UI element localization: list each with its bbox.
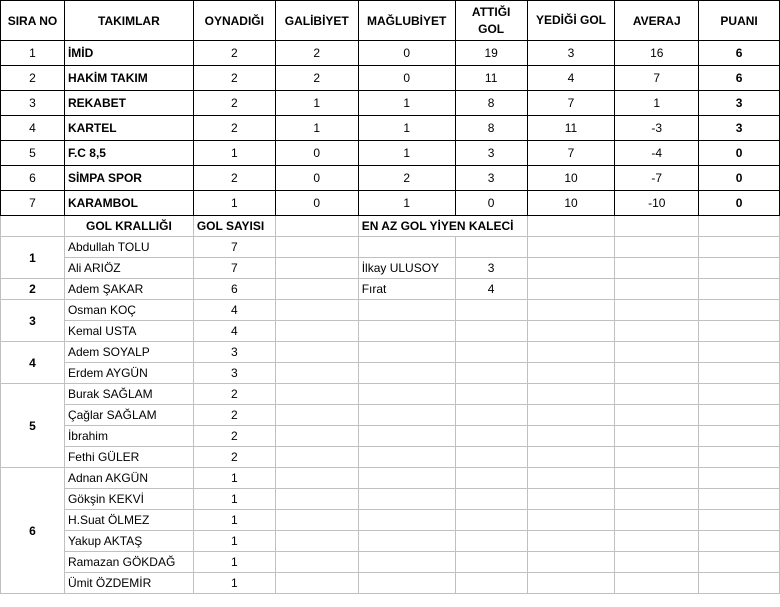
standings-cell[interactable]: 1 (193, 141, 275, 166)
goalkeeper-name-cell[interactable]: Fırat (358, 279, 455, 300)
empty-cell[interactable] (615, 237, 699, 258)
empty-cell[interactable] (455, 510, 527, 531)
standings-cell[interactable]: 8 (455, 91, 527, 116)
empty-cell[interactable] (699, 237, 780, 258)
empty-cell[interactable] (615, 531, 699, 552)
empty-cell[interactable] (699, 573, 780, 594)
standings-cell[interactable]: -7 (615, 166, 699, 191)
standings-cell[interactable]: 7 (615, 66, 699, 91)
empty-cell[interactable] (527, 468, 615, 489)
scorer-goals-cell[interactable]: 4 (193, 321, 275, 342)
scorer-goals-cell[interactable]: 7 (193, 237, 275, 258)
standings-cell[interactable]: 1 (275, 116, 358, 141)
standings-cell[interactable]: 1 (615, 91, 699, 116)
standings-header-cell[interactable]: AVERAJ (615, 1, 699, 41)
scorer-goals-cell[interactable]: 3 (193, 342, 275, 363)
empty-cell[interactable] (275, 510, 358, 531)
standings-cell[interactable]: 6 (699, 66, 780, 91)
empty-cell[interactable] (527, 531, 615, 552)
empty-cell[interactable] (527, 216, 615, 237)
empty-cell[interactable] (275, 426, 358, 447)
standings-cell[interactable]: 3 (527, 41, 615, 66)
empty-cell[interactable] (615, 384, 699, 405)
empty-cell[interactable] (455, 552, 527, 573)
empty-cell[interactable] (358, 405, 455, 426)
empty-cell[interactable] (275, 468, 358, 489)
empty-cell[interactable] (615, 363, 699, 384)
empty-cell[interactable] (615, 321, 699, 342)
scorer-row (1, 237, 780, 258)
team-name-cell[interactable]: İMİD (64, 41, 193, 66)
empty-cell[interactable] (455, 468, 527, 489)
standings-cell[interactable]: 0 (699, 166, 780, 191)
scorer-name-cell[interactable]: Ümit ÖZDEMİR (64, 573, 193, 594)
scorer-goals-cell[interactable]: 2 (193, 426, 275, 447)
standings-cell[interactable]: -3 (615, 116, 699, 141)
empty-cell[interactable] (527, 552, 615, 573)
team-name-cell[interactable]: REKABET (64, 91, 193, 116)
standings-header-cell[interactable]: SIRA NO (1, 1, 65, 41)
scorer-row (1, 300, 780, 321)
empty-cell[interactable] (615, 342, 699, 363)
empty-cell[interactable] (527, 363, 615, 384)
standings-cell[interactable]: 2 (275, 41, 358, 66)
standings-cell[interactable]: 2 (193, 41, 275, 66)
standings-cell[interactable]: 11 (455, 66, 527, 91)
empty-cell[interactable] (699, 258, 780, 279)
team-name-cell[interactable]: KARTEL (64, 116, 193, 141)
empty-cell[interactable] (358, 573, 455, 594)
standings-header-cell[interactable]: GALİBİYET (275, 1, 358, 41)
standings-cell[interactable]: 2 (193, 166, 275, 191)
standings-cell[interactable]: 0 (275, 141, 358, 166)
standings-cell[interactable]: 7 (1, 191, 65, 216)
scorer-name-cell[interactable]: Osman KOÇ (64, 300, 193, 321)
empty-cell[interactable] (527, 426, 615, 447)
standings-cell[interactable]: 1 (1, 41, 65, 66)
empty-cell[interactable] (699, 279, 780, 300)
empty-cell[interactable] (699, 363, 780, 384)
standings-row (1, 41, 780, 66)
empty-cell[interactable] (455, 447, 527, 468)
standings-header-cell[interactable]: YEDİĞİ GOL (527, 1, 615, 41)
scorer-name-cell[interactable]: Gökşin KEKVİ (64, 489, 193, 510)
empty-cell[interactable] (275, 258, 358, 279)
scorer-rank-cell[interactable]: 1 (1, 237, 65, 279)
standings-cell[interactable]: 1 (193, 191, 275, 216)
scorer-name-cell[interactable]: Abdullah TOLU (64, 237, 193, 258)
scorer-rank-cell[interactable]: 2 (1, 279, 65, 300)
team-name-cell[interactable]: HAKİM TAKIM (64, 66, 193, 91)
standings-cell[interactable]: 1 (358, 191, 455, 216)
empty-cell[interactable] (615, 258, 699, 279)
empty-cell[interactable] (455, 300, 527, 321)
scorer-row (1, 510, 780, 531)
standings-row (1, 116, 780, 141)
empty-cell[interactable] (275, 552, 358, 573)
empty-cell[interactable] (527, 384, 615, 405)
empty-cell[interactable] (699, 384, 780, 405)
empty-cell[interactable] (455, 342, 527, 363)
standings-cell[interactable]: 3 (455, 141, 527, 166)
standings-cell[interactable]: 0 (275, 166, 358, 191)
standings-cell[interactable]: 3 (699, 116, 780, 141)
empty-cell[interactable] (455, 321, 527, 342)
empty-cell[interactable] (275, 279, 358, 300)
empty-cell[interactable] (455, 426, 527, 447)
empty-cell[interactable] (615, 573, 699, 594)
scorer-row (1, 468, 780, 489)
empty-cell[interactable] (455, 237, 527, 258)
goalkeeper-name-cell[interactable]: İlkay ULUSOY (358, 258, 455, 279)
empty-cell[interactable] (615, 510, 699, 531)
empty-cell[interactable] (615, 405, 699, 426)
scorer-name-cell[interactable]: Çağlar SAĞLAM (64, 405, 193, 426)
standings-cell[interactable]: 6 (1, 166, 65, 191)
empty-cell[interactable] (455, 384, 527, 405)
empty-cell[interactable] (615, 552, 699, 573)
empty-cell[interactable] (527, 342, 615, 363)
empty-cell[interactable] (275, 237, 358, 258)
empty-cell[interactable] (615, 447, 699, 468)
empty-cell[interactable] (615, 300, 699, 321)
standings-row (1, 91, 780, 116)
empty-cell[interactable] (275, 447, 358, 468)
scorer-goals-cell[interactable]: 6 (193, 279, 275, 300)
empty-cell[interactable] (358, 447, 455, 468)
empty-cell[interactable] (275, 216, 358, 237)
scorer-name-cell[interactable]: Ramazan GÖKDAĞ (64, 552, 193, 573)
empty-cell[interactable] (358, 342, 455, 363)
team-name-cell[interactable]: SİMPA SPOR (64, 166, 193, 191)
standings-cell[interactable]: 0 (275, 191, 358, 216)
empty-cell[interactable] (275, 363, 358, 384)
standings-cell[interactable]: 0 (699, 141, 780, 166)
scorer-row (1, 552, 780, 573)
empty-cell[interactable] (527, 405, 615, 426)
standings-cell[interactable]: 2 (193, 91, 275, 116)
standings-header-cell[interactable]: ATTIĞI GOL (455, 1, 527, 41)
team-name-cell[interactable]: KARAMBOL (64, 191, 193, 216)
empty-cell[interactable] (615, 468, 699, 489)
empty-cell[interactable] (275, 300, 358, 321)
scorer-name-cell[interactable]: Adnan AKGÜN (64, 468, 193, 489)
standings-cell[interactable]: -10 (615, 191, 699, 216)
standings-cell[interactable]: 0 (699, 191, 780, 216)
empty-cell[interactable] (275, 573, 358, 594)
empty-cell[interactable] (358, 552, 455, 573)
standings-cell[interactable]: 1 (358, 91, 455, 116)
standings-cell[interactable]: 16 (615, 41, 699, 66)
scorer-goals-cell[interactable]: 4 (193, 300, 275, 321)
scorer-name-cell[interactable]: H.Suat ÖLMEZ (64, 510, 193, 531)
empty-cell[interactable] (615, 279, 699, 300)
empty-cell[interactable] (358, 300, 455, 321)
scorer-rank-cell[interactable]: 5 (1, 384, 65, 468)
standings-cell[interactable]: 19 (455, 41, 527, 66)
standings-header-cell[interactable]: TAKIMLAR (64, 1, 193, 41)
empty-cell[interactable] (527, 510, 615, 531)
standings-cell[interactable]: 2 (193, 66, 275, 91)
empty-cell[interactable] (527, 300, 615, 321)
empty-cell[interactable] (615, 426, 699, 447)
standings-cell[interactable]: 6 (699, 41, 780, 66)
scorer-row (1, 342, 780, 363)
scorer-name-cell[interactable]: Adem SOYALP (64, 342, 193, 363)
empty-cell[interactable] (699, 405, 780, 426)
standings-row (1, 191, 780, 216)
standings-header-cell[interactable]: PUANI (699, 1, 780, 41)
team-name-cell[interactable]: F.C 8,5 (64, 141, 193, 166)
scorer-row (1, 321, 780, 342)
empty-cell[interactable] (275, 384, 358, 405)
standings-cell[interactable]: 3 (699, 91, 780, 116)
empty-cell[interactable] (358, 468, 455, 489)
scorer-row (1, 531, 780, 552)
scorer-row (1, 279, 780, 300)
scorer-name-cell[interactable]: Kemal USTA (64, 321, 193, 342)
standings-header-cell[interactable]: OYNADIĞI (193, 1, 275, 41)
standings-cell[interactable]: 3 (1, 91, 65, 116)
empty-cell[interactable] (358, 510, 455, 531)
scorer-goals-cell[interactable]: 2 (193, 405, 275, 426)
standings-cell[interactable]: 4 (1, 116, 65, 141)
standings-row (1, 166, 780, 191)
empty-cell[interactable] (527, 573, 615, 594)
standings-cell[interactable]: -4 (615, 141, 699, 166)
empty-cell[interactable] (275, 489, 358, 510)
standings-cell[interactable]: 3 (455, 166, 527, 191)
empty-cell[interactable] (275, 531, 358, 552)
standings-cell[interactable]: 11 (527, 116, 615, 141)
scorer-name-cell[interactable]: Adem ŞAKAR (64, 279, 193, 300)
standings-cell[interactable]: 5 (1, 141, 65, 166)
scorer-goals-cell[interactable]: 1 (193, 552, 275, 573)
empty-cell[interactable] (455, 363, 527, 384)
scorer-goals-cell[interactable]: 2 (193, 447, 275, 468)
standings-cell[interactable]: 2 (275, 66, 358, 91)
empty-cell[interactable] (275, 321, 358, 342)
empty-cell[interactable] (527, 489, 615, 510)
scorer-goals-cell[interactable]: 1 (193, 573, 275, 594)
scorer-goals-cell[interactable]: 3 (193, 363, 275, 384)
scorer-goals-cell[interactable]: 1 (193, 531, 275, 552)
empty-cell[interactable] (358, 426, 455, 447)
scorer-name-cell[interactable]: Ali ARIÖZ (64, 258, 193, 279)
standings-cell[interactable]: 7 (527, 141, 615, 166)
scorer-row (1, 384, 780, 405)
empty-cell[interactable] (699, 426, 780, 447)
standings-cell[interactable]: 10 (527, 191, 615, 216)
empty-cell[interactable] (699, 510, 780, 531)
scorer-rank-cell[interactable]: 4 (1, 342, 65, 384)
empty-cell[interactable] (527, 279, 615, 300)
scorer-row (1, 426, 780, 447)
empty-cell[interactable] (527, 237, 615, 258)
standings-cell[interactable]: 1 (275, 91, 358, 116)
standings-cell[interactable]: 1 (358, 116, 455, 141)
standings-cell[interactable]: 0 (455, 191, 527, 216)
scorer-name-cell[interactable]: Burak SAĞLAM (64, 384, 193, 405)
empty-cell[interactable] (358, 531, 455, 552)
scorer-name-cell[interactable]: İbrahim (64, 426, 193, 447)
scorers-header-row (1, 216, 780, 237)
standings-cell[interactable]: 8 (455, 116, 527, 141)
empty-cell[interactable] (358, 363, 455, 384)
empty-cell[interactable] (358, 489, 455, 510)
standings-cell[interactable]: 2 (1, 66, 65, 91)
standings-row (1, 141, 780, 166)
scorer-name-cell[interactable]: Erdem AYGÜN (64, 363, 193, 384)
standings-header-cell[interactable]: MAĞLUBİYET (358, 1, 455, 41)
scorer-name-cell[interactable]: Fethi GÜLER (64, 447, 193, 468)
scorer-row (1, 405, 780, 426)
standings-cell[interactable]: 4 (527, 66, 615, 91)
standings-cell[interactable]: 2 (358, 166, 455, 191)
standings-header-row (1, 1, 780, 41)
scorer-goals-cell[interactable]: 1 (193, 468, 275, 489)
empty-cell[interactable] (699, 300, 780, 321)
empty-cell[interactable] (699, 216, 780, 237)
standings-cell[interactable]: 0 (358, 66, 455, 91)
empty-cell[interactable] (527, 447, 615, 468)
standings-cell[interactable]: 10 (527, 166, 615, 191)
scorer-row (1, 363, 780, 384)
goalkeeper-goals-cell[interactable]: 4 (455, 279, 527, 300)
empty-cell[interactable] (699, 468, 780, 489)
standings-cell[interactable]: 2 (193, 116, 275, 141)
empty-cell[interactable] (699, 447, 780, 468)
empty-cell[interactable] (455, 573, 527, 594)
scorer-row (1, 489, 780, 510)
empty-cell[interactable] (527, 321, 615, 342)
empty-cell[interactable] (699, 531, 780, 552)
empty-cell[interactable] (699, 489, 780, 510)
scorer-goals-cell[interactable]: 1 (193, 489, 275, 510)
scorers-count-label[interactable]: GOL SAYISI (193, 216, 275, 237)
empty-cell[interactable] (275, 405, 358, 426)
goalkeeper-goals-cell[interactable]: 3 (455, 258, 527, 279)
scorer-row (1, 258, 780, 279)
scorer-row (1, 447, 780, 468)
scorer-row (1, 573, 780, 594)
empty-cell[interactable] (455, 489, 527, 510)
scorer-goals-cell[interactable]: 7 (193, 258, 275, 279)
empty-cell[interactable] (275, 342, 358, 363)
scorer-goals-cell[interactable]: 2 (193, 384, 275, 405)
scorer-goals-cell[interactable]: 1 (193, 510, 275, 531)
empty-cell[interactable] (699, 552, 780, 573)
empty-cell[interactable] (358, 321, 455, 342)
standings-cell[interactable]: 7 (527, 91, 615, 116)
standings-row (1, 66, 780, 91)
scorer-rank-cell[interactable]: 6 (1, 468, 65, 594)
empty-cell[interactable] (455, 405, 527, 426)
empty-cell[interactable] (699, 321, 780, 342)
empty-cell[interactable] (358, 384, 455, 405)
empty-cell[interactable] (455, 531, 527, 552)
scorers-title[interactable]: GOL KRALLIĞI (64, 216, 193, 237)
empty-cell[interactable] (615, 216, 699, 237)
standings-cell[interactable]: 0 (358, 41, 455, 66)
goalkeepers-title[interactable]: EN AZ GOL YİYEN KALECİ (358, 216, 527, 237)
scorer-rank-cell[interactable]: 3 (1, 300, 65, 342)
scorer-name-cell[interactable]: Yakup AKTAŞ (64, 531, 193, 552)
empty-cell[interactable] (615, 489, 699, 510)
empty-cell[interactable] (1, 216, 65, 237)
empty-cell[interactable] (527, 258, 615, 279)
standings-cell[interactable]: 1 (358, 141, 455, 166)
empty-cell[interactable] (358, 237, 455, 258)
empty-cell[interactable] (699, 342, 780, 363)
